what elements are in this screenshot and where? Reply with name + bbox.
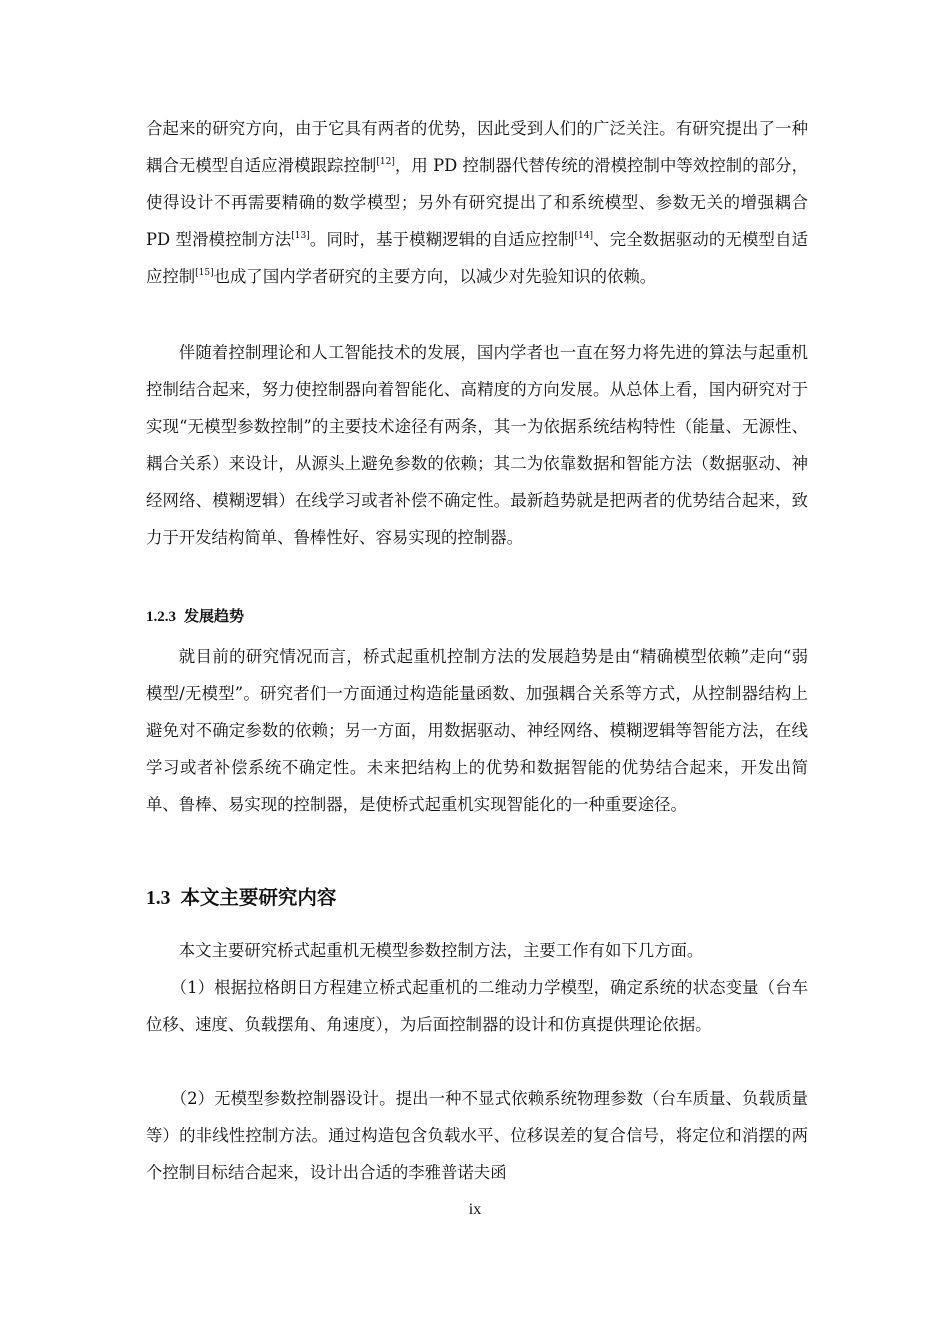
section-heading-1-3 [146,882,336,915]
section-title: 发展趋势 [184,607,245,625]
section-number: 1.2.3 [146,609,176,625]
paragraph-text: 也成了国内学者研究的主要方向，以减少对先验知识的依赖。 [213,267,657,286]
list-item-2: （2）无模型参数控制器设计。提出一种不显式依赖系统物理参数（台车质量、负载质量等）的非线性控制方法。通过构造包含负载水平、位移误差的复合信号，将定位和消摆的两个控制目标结合起来，设计出合适的李雅普诺夫函 [146,1089,808,1182]
paragraph-development-trend: 就目前的研究情况而言，桥式起重机控制方法的发展趋势是由“精确模型依赖”走向“弱模型/无模型”。研究者们一方面通过构造能量函数、加强耦合关系等方式，从控制器结构上避免对不确定参数的依赖；另一方面，用数据驱动、神经网络、模糊逻辑等智能方法，在线学习或者补偿系统不确定性。未来把结构上的优势和数据智能的优势结合起来，开发出简单、鲁棒、易实现的控制器，是使桥式起重机实现智能化的一种重要途径。 [146,647,808,814]
paragraph-domestic-research: 伴随着控制理论和人工智能技术的发展，国内学者也一直在努力将先进的算法与起重机控制结合起来，努力使控制器向着智能化、高精度的方向发展。从总体上看，国内研究对于实现“无模型参数控制”的主要技术途径有两条，其一为依据系统结构特性（能量、无源性、耦合关系）来设计，从源头上避免参数的依赖；其二为依靠数据和智能方法（数据驱动、神经网络、模糊逻辑）在线学习或者补偿不确定性。最新趋势就是把两者的优势结合起来，致力于开发结构简单、鲁棒性好、容易实现的控制器。 [146,343,808,547]
list-item-1: （1）根据拉格朗日方程建立桥式起重机的二维动力学模型，确定系统的状态变量（台车位移、速度、负载摆角、角速度），为后面控制器的设计和仿真提供理论依据。 [146,978,808,1034]
paragraph-text: ，用 PD 控制器代替传统的滑模控制中等效控制的部分，使得设计不再需要精确的数学模型；另外有研究提出了和系统模型、参数无关的增强耦合 PD 型滑模控制方法 [146,156,808,249]
page-number: ix [468,1201,482,1218]
section-heading-1-2-3 [146,603,244,630]
paragraph-main-work: 本文主要研究桥式起重机无模型参数控制方法，主要工作有如下几方面。 [178,941,704,960]
citation-ref[interactable]: [13] [291,230,310,241]
citation-ref[interactable]: [15] [195,267,214,278]
paragraph-text: 。同时，基于模糊逻辑的自适应控制 [309,230,575,249]
citation-ref[interactable]: [12] [376,156,395,167]
paragraph-related-work [146,110,808,295]
citation-ref[interactable]: [14] [574,230,594,241]
paragraph-text: 、完全数据驱动的无模型自适应控制 [146,230,809,286]
section-title: 本文主要研究内容 [180,886,337,909]
paragraph-text: 合起来的研究方向，由于它具有两者的优势，因此受到人们的广泛关注。有研究提出了一种耦合无模型自适应滑模跟踪控制 [146,119,808,175]
section-number: 1.3 [146,888,171,909]
